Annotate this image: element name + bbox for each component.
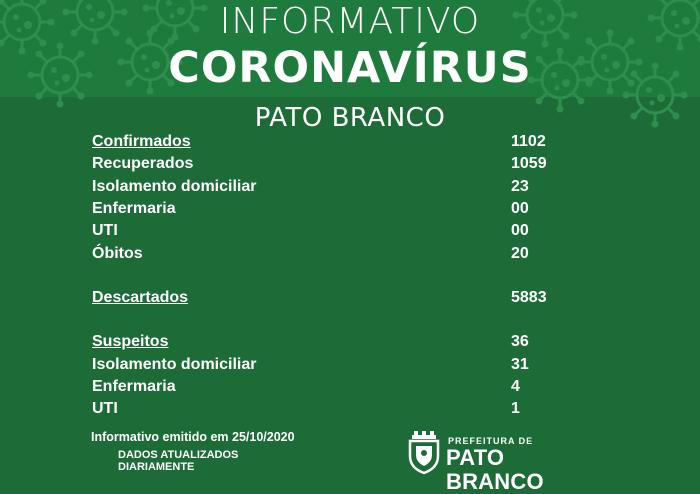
stat-value: 5883 <box>511 289 547 306</box>
stat-row-recuperados <box>92 153 552 174</box>
stat-row-descartados <box>92 287 552 308</box>
stat-label: Confirmados <box>92 133 191 150</box>
stat-label: UTI <box>92 222 118 239</box>
stat-value: 4 <box>511 378 520 395</box>
title-line-informativo: INFORMATIVO <box>219 1 481 42</box>
stat-label: Isolamento domiciliar <box>92 356 257 373</box>
stat-row-obitos <box>92 243 552 264</box>
stat-value: 20 <box>511 245 529 262</box>
stat-value: 1059 <box>511 155 547 172</box>
stat-row-enfermaria <box>92 198 552 219</box>
stat-label: UTI <box>92 400 118 417</box>
city-crest-icon <box>406 430 442 474</box>
stat-label: Isolamento domiciliar <box>92 178 257 195</box>
issued-date-note: Informativo emitido em 25/10/2020 <box>91 430 295 444</box>
stat-value: 00 <box>511 200 529 217</box>
stat-row-suspeitos-uti <box>92 398 552 419</box>
city-subtitle: PATO BRANCO <box>254 103 446 133</box>
stat-row-confirmados <box>92 131 552 152</box>
prefeitura-logo <box>406 430 591 494</box>
title-line-coronavirus: CORONAVÍRUS <box>168 43 532 93</box>
logo-city-name: PATO BRANCO <box>446 445 544 494</box>
stat-label: Enfermaria <box>92 378 176 395</box>
stat-row-uti <box>92 220 552 241</box>
stat-row-isolamento <box>92 176 552 197</box>
daily-update-note <box>118 449 238 473</box>
stat-label: Suspeitos <box>92 333 169 350</box>
daily-update-line2: DIARIAMENTE <box>118 461 195 473</box>
stat-value: 23 <box>511 178 529 195</box>
stat-value: 36 <box>511 333 529 350</box>
stat-label: Óbitos <box>92 245 143 262</box>
stat-row-suspeitos <box>92 331 552 352</box>
stat-label: Recuperados <box>92 155 194 172</box>
stat-value: 31 <box>511 356 529 373</box>
stat-value: 00 <box>511 222 529 239</box>
stat-label: Descartados <box>92 289 189 306</box>
stat-value: 1 <box>511 400 520 417</box>
daily-update-line1: DADOS ATUALIZADOS <box>118 449 239 461</box>
stat-row-suspeitos-isolamento <box>92 354 552 375</box>
stat-value: 1102 <box>511 133 546 150</box>
logo-prefeitura-label: PREFEITURA DE <box>448 436 534 446</box>
header-banner <box>0 0 700 97</box>
stat-label: Enfermaria <box>92 200 176 217</box>
stat-row-suspeitos-enfermaria <box>92 376 552 397</box>
